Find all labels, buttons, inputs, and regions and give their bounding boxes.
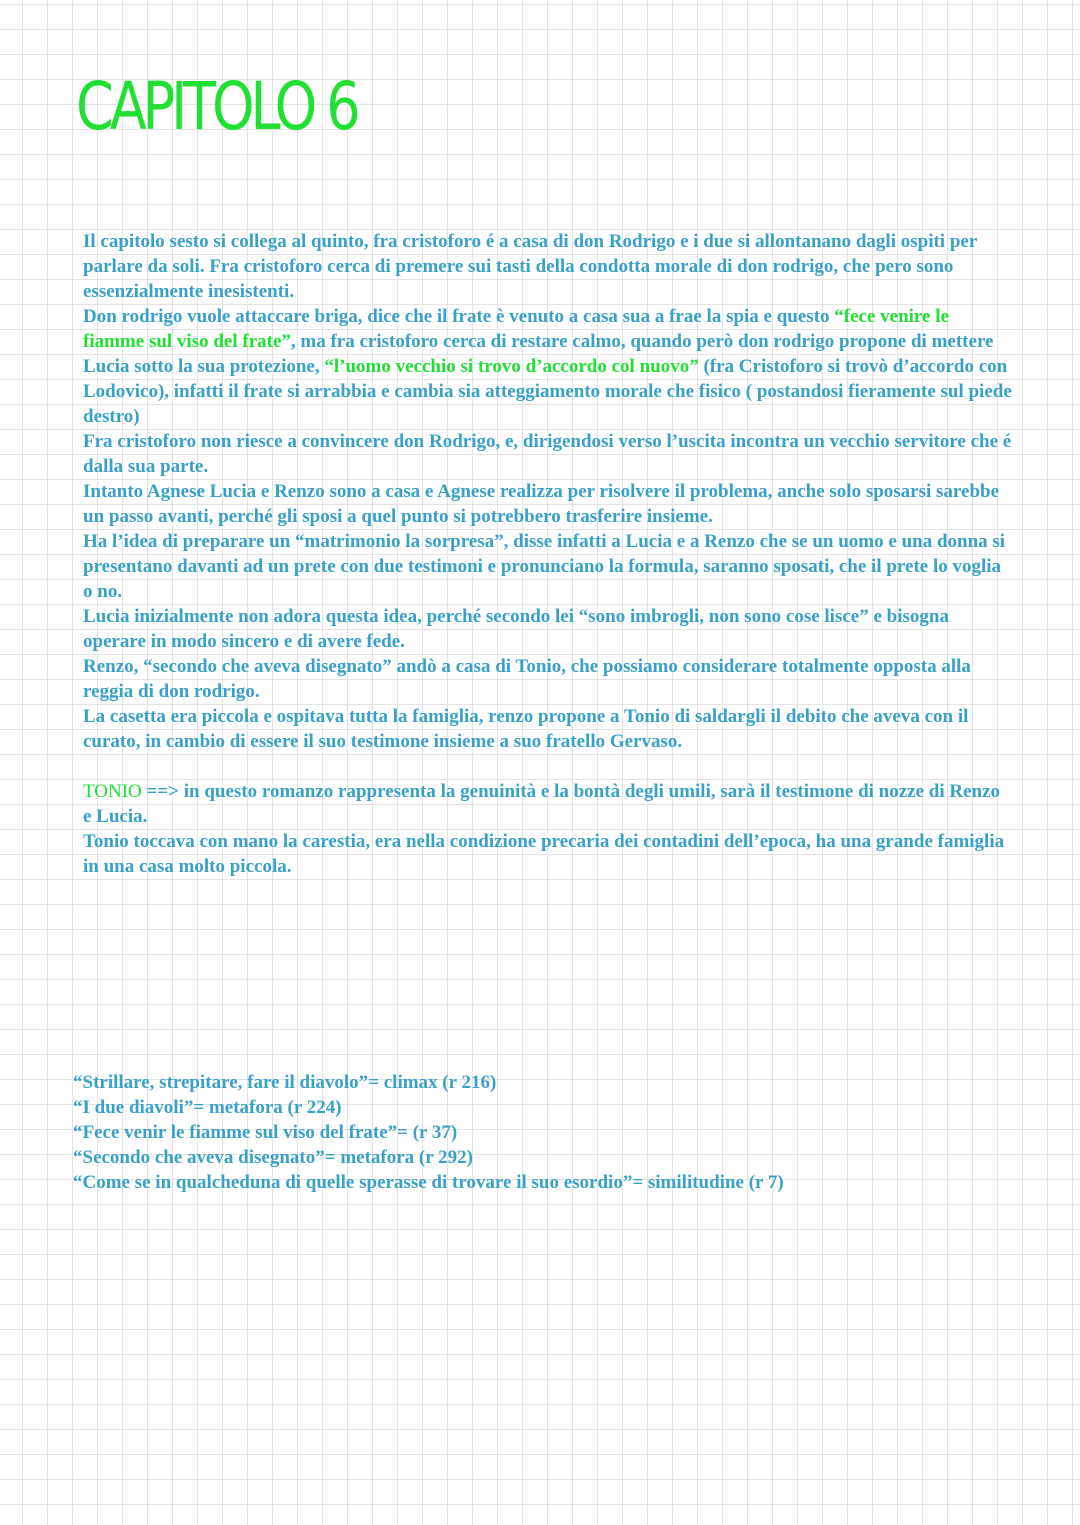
figures-of-speech-list: [73, 1070, 1033, 1195]
paragraph-carestia: Tonio toccava con mano la carestia, era nella condizione precaria dei contadini dell’epoca, ha una grande famiglia in una casa molto piccola.: [83, 831, 1005, 877]
paragraph-casetta: La casetta era piccola e ospitava tutta la famiglia, renzo propone a Tonio di saldargli il debito che aveva con il curato, in cambio di essere il suo testimone insieme a suo fratello Gervaso.: [83, 706, 969, 752]
highlighted-quote: “l’uomo vecchio si trovo d’accordo col nuovo”: [324, 356, 699, 377]
text-segment: (fra Cristoforo si trovò d’accordo con Lodovico), infatti il frate si arrabbia e cambia sia atteggiamento morale che fisico ( postandosi fieramente sul piede destro): [83, 356, 1012, 427]
text-segment: ==> in questo romanzo rappresenta la genuinità e la bontà degli umili, sarà il testimone di nozze di Renzo e Lucia.: [83, 781, 1001, 827]
paragraph-tonio: [83, 779, 1013, 829]
figure-item: “Secondo che aveva disegnato”= metafora (r 292): [73, 1147, 473, 1168]
page-title: CAPITOLO 6: [76, 68, 357, 145]
paragraph-matrimonio: Ha l’idea di preparare un “matrimonio la sorpresa”, disse infatti a Lucia e a Renzo che se un uomo e una donna si presentano davanti ad un prete con due testimoni e pronunciano la formula, saranno sposati, che il prete lo voglia o no.: [83, 531, 1006, 602]
figure-item: “I due diavoli”= metafora (r 224): [73, 1097, 342, 1118]
text-segment: Don rodrigo vuole attaccare briga, dice che il frate è venuto a casa sua a frae la spia e questo: [83, 306, 835, 327]
paragraph-servitore: Fra cristoforo non riesce a convincere don Rodrigo, e, dirigendosi verso l’uscita incontra un vecchio servitore che é dalla sua parte.: [83, 431, 1012, 477]
figure-item: “Fece venir le fiamme sul viso del frate”= (r 37): [73, 1122, 458, 1143]
tonio-label: TONIO: [83, 781, 142, 802]
paragraph-don-rodrigo: [83, 304, 1013, 429]
figure-item: “Strillare, strepitare, fare il diavolo”= climax (r 216): [73, 1072, 497, 1093]
paragraph-agnese: Intanto Agnese Lucia e Renzo sono a casa e Agnese realizza per risolvere il problema, anche solo sposarsi sarebbe un passo avanti, perché gli sposi a quel punto si potrebbero trasferire insieme.: [83, 481, 1000, 527]
paragraph-intro: Il capitolo sesto si collega al quinto, fra cristoforo é a casa di don Rodrigo e i due si allontanano dagli ospiti per parlare da soli. Fra cristoforo cerca di premere sui tasti della condotta morale di don rodrigo, che pero sono essenzialmente inesistenti.: [83, 231, 977, 302]
text-segment: , ma fra cristoforo cerca di restare calmo, quando però don rodrigo propone di mettere Lucia sotto la sua protezione,: [83, 331, 994, 377]
spacer: [83, 754, 1013, 779]
highlighted-quote: “fece venire le fiamme sul viso del frate”: [83, 306, 949, 352]
paragraph-renzo: Renzo, “secondo che aveva disegnato” andò a casa di Tonio, che possiamo considerare totalmente opposta alla reggia di don rodrigo.: [83, 656, 971, 702]
figure-item: “Come se in qualcheduna di quelle sperasse di trovare il suo esordio”= similitudine (r 7): [73, 1172, 784, 1193]
paragraph-lucia: Lucia inizialmente non adora questa idea, perché secondo lei “sono imbrogli, non sono cose lisce” e bisogna operare in modo sincero e di avere fede.: [83, 606, 949, 652]
summary-text: [83, 229, 1013, 879]
